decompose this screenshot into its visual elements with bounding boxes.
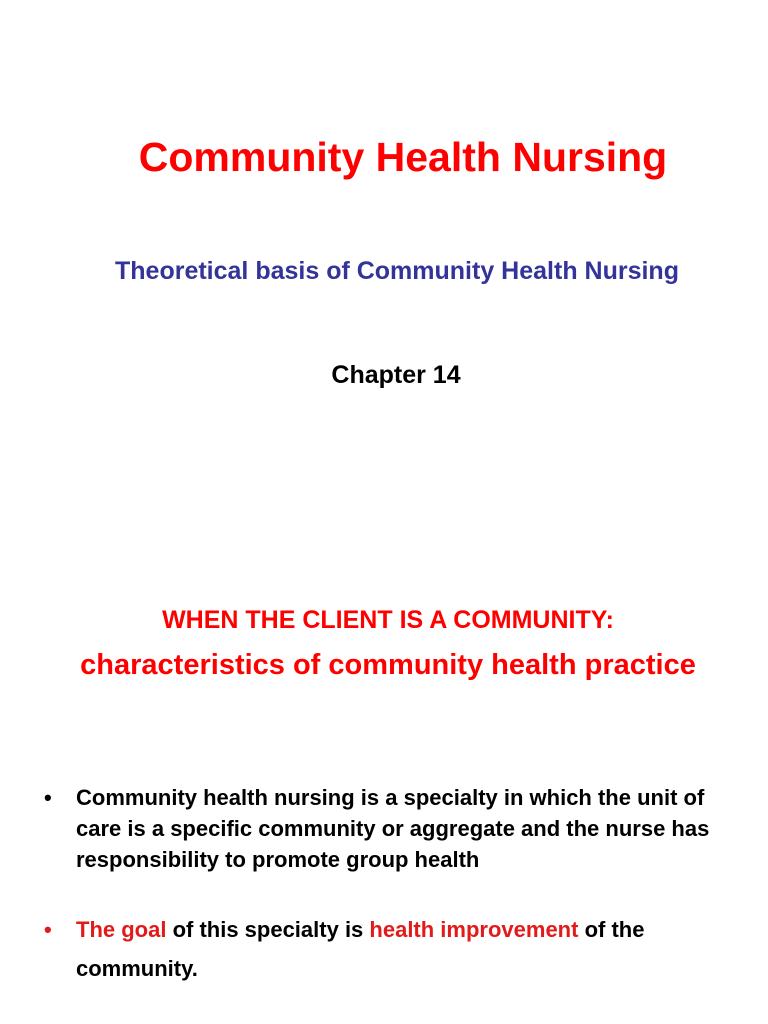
health-improvement-emphasis: health improvement	[369, 917, 579, 942]
slide-subtitle: Theoretical basis of Community Health Nursing	[115, 257, 679, 285]
bullet-marker: •	[44, 785, 52, 810]
bullet-text: Community health nursing is a specialty in which the unit of care is a specific community or aggregate and the nurse has responsibility to promote group health	[76, 785, 710, 872]
goal-emphasis: The goal	[76, 917, 167, 942]
bullet-list	[44, 782, 734, 988]
chapter-label: Chapter 14	[331, 361, 461, 389]
content-slide	[0, 520, 768, 1024]
bullet-item	[44, 910, 734, 988]
slide-heading-lower: characteristics of community health practice	[80, 649, 696, 681]
bullet-text: of this specialty is	[166, 917, 370, 942]
slide-heading-upper: WHEN THE CLIENT IS A COMMUNITY:	[162, 606, 614, 634]
bullet-text: of the community.	[76, 917, 645, 981]
bullet-item	[44, 782, 734, 875]
bullet-marker: •	[44, 917, 52, 942]
slide-title: Community Health Nursing	[138, 134, 668, 180]
